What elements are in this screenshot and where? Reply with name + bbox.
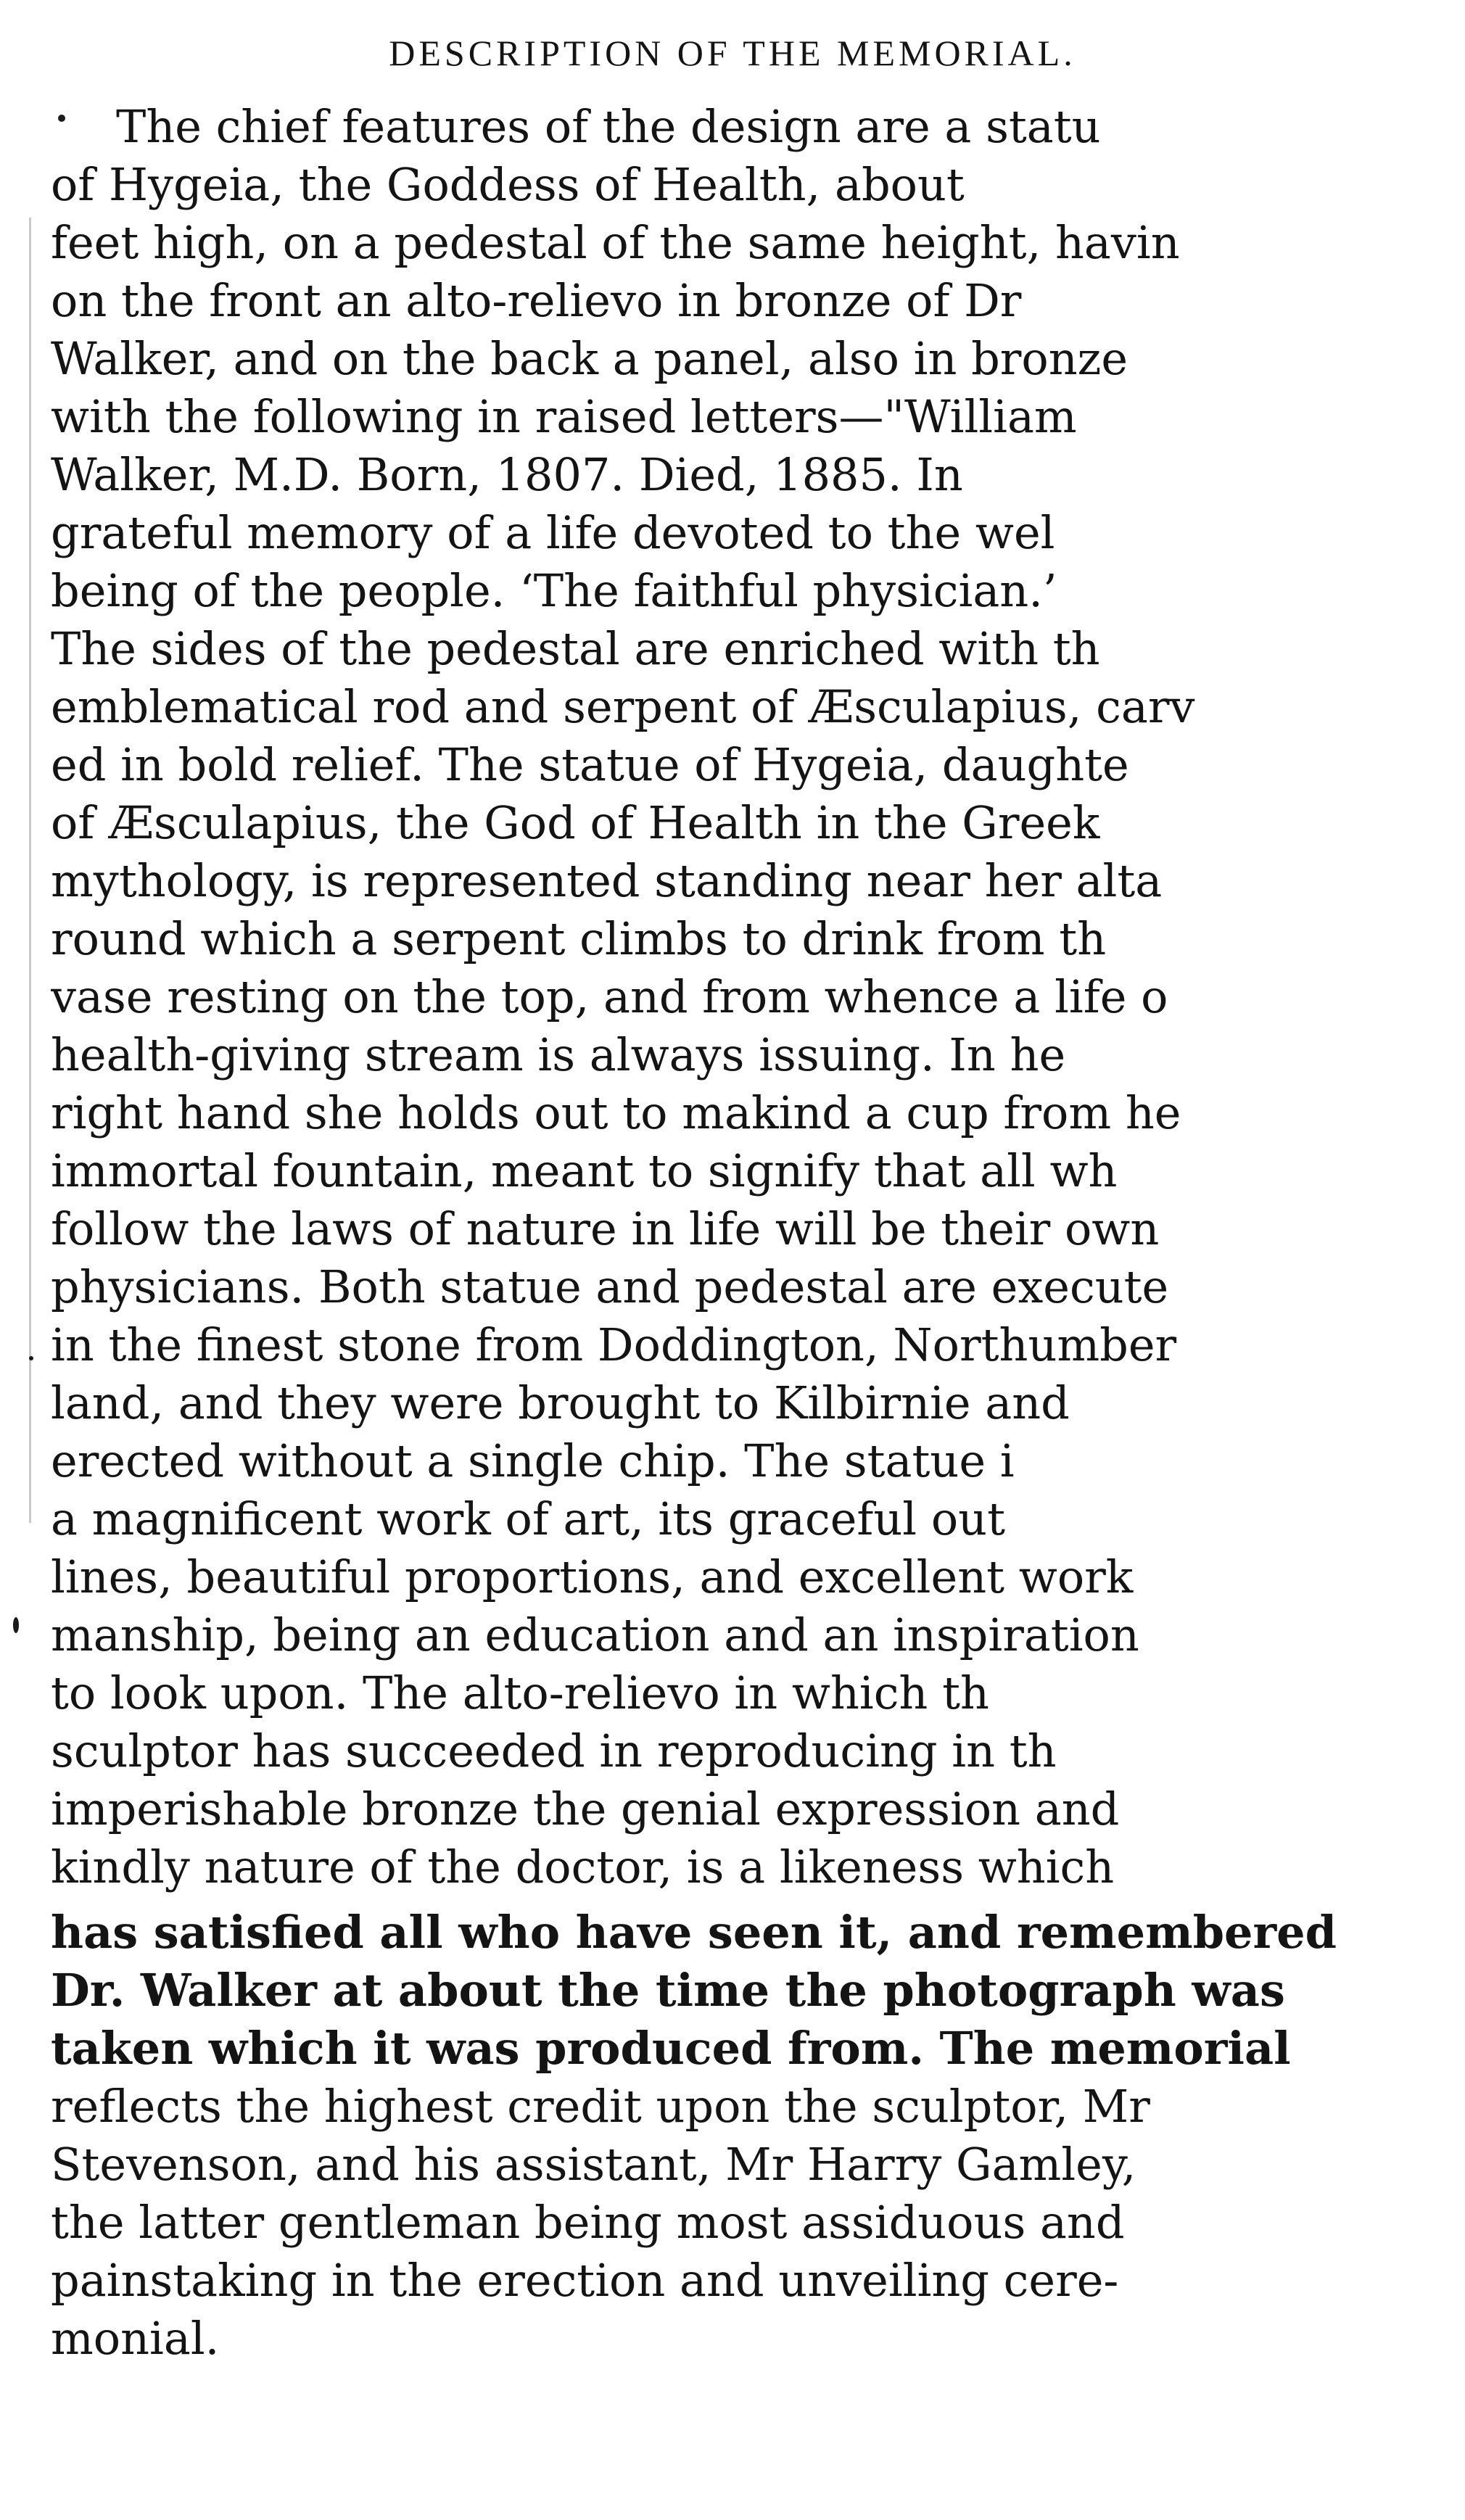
article-line: Walker, M.D. Born, 1807. Died, 1885. In — [51, 448, 963, 501]
article-line: of Æsculapius, the God of Health in the Greek — [51, 796, 1100, 849]
article-headline: DESCRIPTION OF THE MEMORIAL. — [389, 33, 1076, 73]
article-line: emblematical rod and serpent of Æsculapius, carv — [51, 680, 1195, 733]
article-line: being of the people. ‘The faithful physician.’ — [51, 564, 1057, 617]
article-line: The sides of the pedestal are enriched with th — [51, 622, 1100, 675]
article-line: land, and they were brought to Kilbirnie and — [51, 1376, 1070, 1429]
article-line: taken which it was produced from. The memorial — [51, 2022, 1291, 2075]
article-line: Stevenson, and his assistant, Mr Harry Gamley, — [51, 2138, 1136, 2191]
article-line: to look upon. The alto-relievo in which th — [51, 1666, 989, 1719]
article-line: imperishable bronze the genial expression and — [51, 1782, 1120, 1835]
article-line: painstaking in the erection and unveiling cere- — [51, 2254, 1119, 2307]
article-line: the latter gentleman being most assiduous and — [51, 2196, 1125, 2249]
article-line: The chief features of the design are a statu — [116, 100, 1101, 153]
article-line: reflects the highest credit upon the sculptor, Mr — [51, 2080, 1150, 2133]
article-line: has satisfied all who have seen it, and remembered — [51, 1906, 1337, 1959]
article-line: manship, being an education and an inspiration — [51, 1608, 1139, 1661]
article-line: health-giving stream is always issuing. In he — [51, 1028, 1066, 1081]
article-line: a magnificent work of art, its graceful out — [51, 1492, 1005, 1545]
article-line: lines, beautiful proportions, and excellent work — [51, 1550, 1134, 1603]
article-line: erected without a single chip. The statue i — [51, 1434, 1015, 1487]
article-line: round which a serpent climbs to drink from th — [51, 912, 1107, 965]
article-line: on the front an alto-relievo in bronze of Dr — [51, 274, 1022, 327]
article-line: of Hygeia, the Goddess of Health, about — [51, 158, 965, 211]
article-line: right hand she holds out to makind a cup from he — [51, 1086, 1181, 1139]
article-line: immortal fountain, meant to signify that all wh — [51, 1144, 1118, 1197]
print-speck — [29, 1356, 33, 1360]
column-edge-mark — [29, 218, 31, 1523]
article-line: monial. — [51, 2312, 220, 2365]
article-line: feet high, on a pedestal of the same height, havin — [51, 216, 1180, 269]
article-line: physicians. Both statue and pedestal are execute — [51, 1260, 1169, 1313]
article-line: with the following in raised letters—"William — [51, 390, 1077, 443]
article-line: vase resting on the top, and from whence a life o — [51, 970, 1168, 1023]
article-line: mythology, is represented standing near her alta — [51, 854, 1163, 907]
article-line: in the finest stone from Doddington, Northumber — [51, 1318, 1177, 1371]
article-line: follow the laws of nature in life will be their own — [51, 1202, 1160, 1255]
article-line: ed in bold relief. The statue of Hygeia, daughte — [51, 738, 1129, 791]
article-line: kindly nature of the doctor, is a likeness which — [51, 1841, 1115, 1893]
article-line: sculptor has succeeded in reproducing in th — [51, 1724, 1057, 1777]
article-line: Walker, and on the back a panel, also in bronze — [51, 332, 1128, 385]
print-speck — [13, 1617, 19, 1633]
article-line: Dr. Walker at about the time the photograph was — [51, 1964, 1285, 2017]
print-speck — [58, 115, 65, 122]
article-line: grateful memory of a life devoted to the wel — [51, 506, 1055, 559]
